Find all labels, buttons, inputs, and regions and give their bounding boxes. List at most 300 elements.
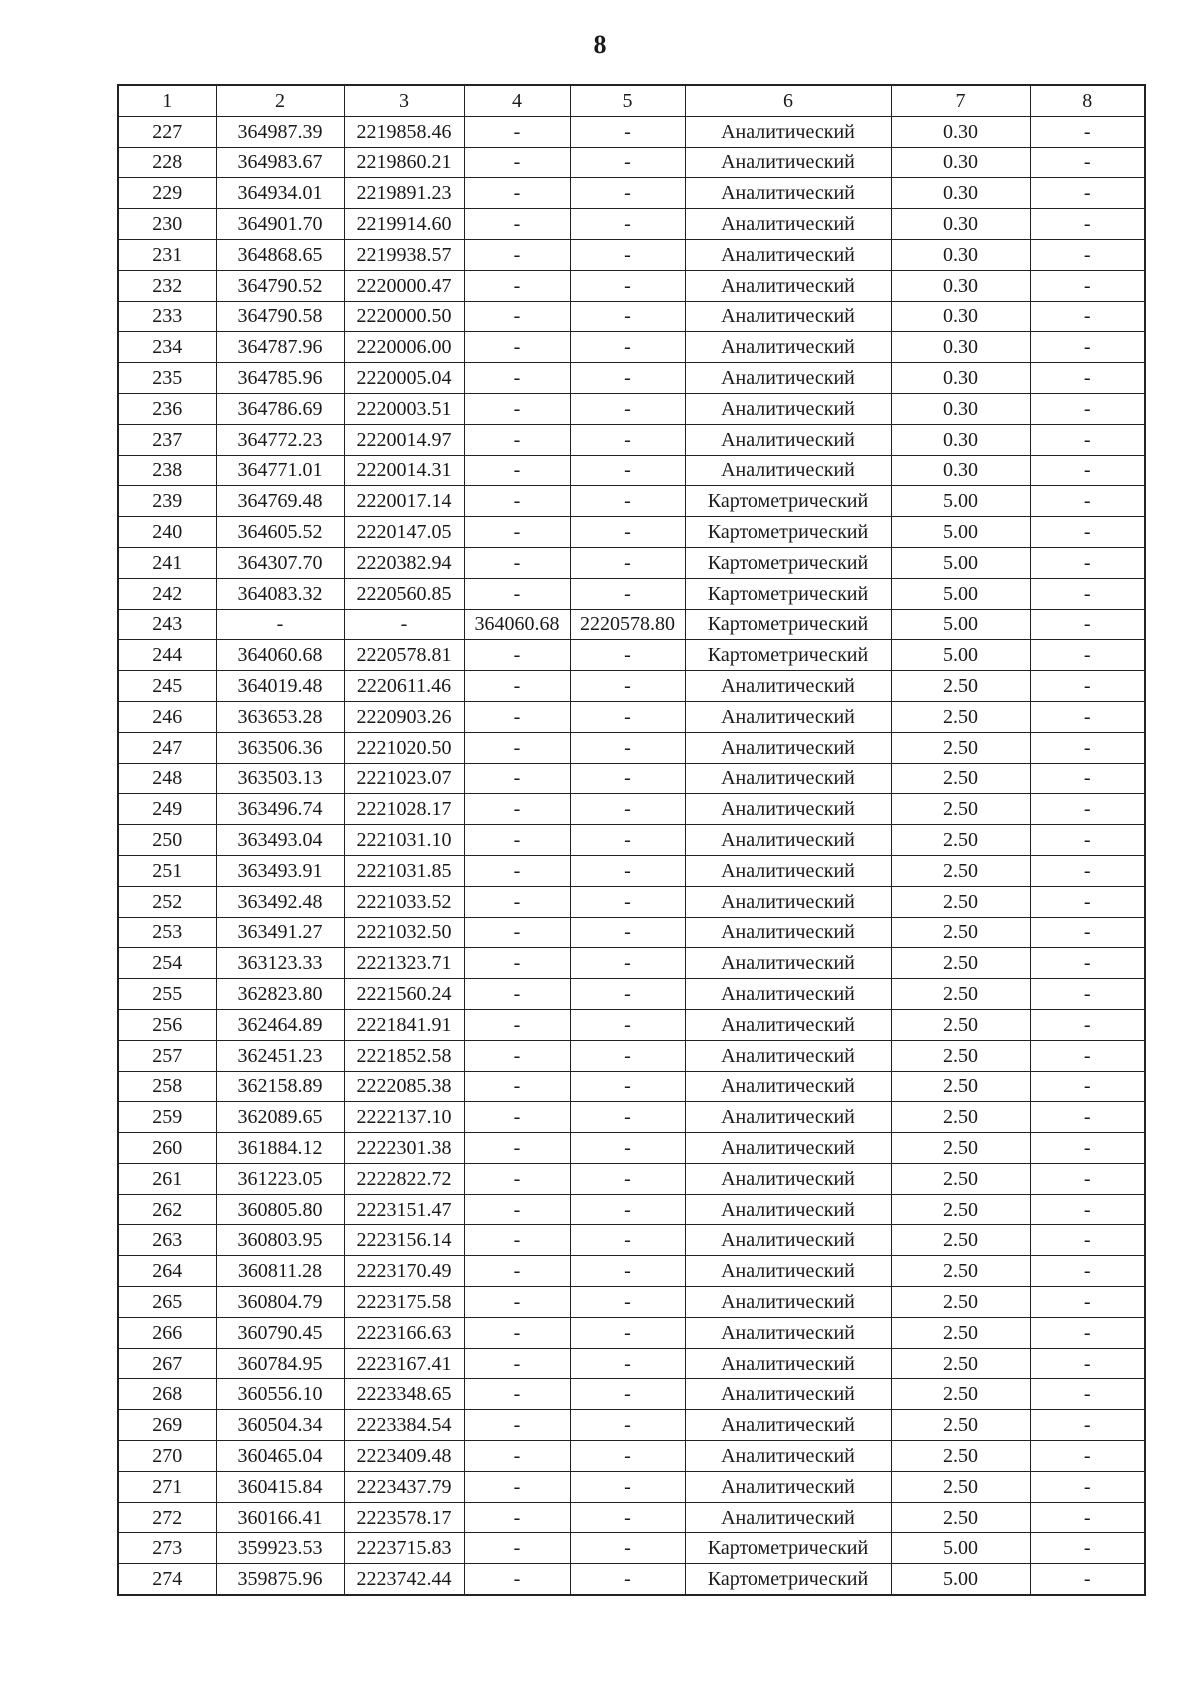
table-cell: 364983.67 (216, 147, 344, 178)
table-cell: Аналитический (685, 855, 891, 886)
table-cell: 364307.70 (216, 547, 344, 578)
table-cell: - (1030, 794, 1145, 825)
table-cell: 237 (118, 424, 216, 455)
table-cell: 248 (118, 763, 216, 794)
table-cell: Аналитический (685, 701, 891, 732)
table-cell: - (464, 1009, 570, 1040)
table-cell: 2.50 (891, 671, 1030, 702)
table-row (118, 1256, 1145, 1287)
table-cell: - (1030, 671, 1145, 702)
table-row (118, 1348, 1145, 1379)
table-header-row (118, 85, 1145, 116)
table-cell: Картометрический (685, 1533, 891, 1564)
table-cell: 2.50 (891, 701, 1030, 732)
table-cell: 364786.69 (216, 393, 344, 424)
table-cell: 2.50 (891, 825, 1030, 856)
table-cell: 2219938.57 (344, 239, 464, 270)
table-cell: 5.00 (891, 547, 1030, 578)
table-cell: - (464, 1410, 570, 1441)
table-cell: 2223167.41 (344, 1348, 464, 1379)
table-cell: 256 (118, 1009, 216, 1040)
table-cell: - (1030, 1379, 1145, 1410)
table-cell: 273 (118, 1533, 216, 1564)
table-cell: - (464, 1441, 570, 1472)
table-cell: 2220000.50 (344, 301, 464, 332)
table-cell: Картометрический (685, 578, 891, 609)
table-cell: - (570, 116, 685, 147)
table-cell: 2.50 (891, 1071, 1030, 1102)
table-cell: Аналитический (685, 209, 891, 240)
table-cell: - (570, 1533, 685, 1564)
table-cell: 2223437.79 (344, 1471, 464, 1502)
table-cell: 363493.04 (216, 825, 344, 856)
table-cell: 2223715.83 (344, 1533, 464, 1564)
table-cell: - (464, 855, 570, 886)
table-cell: Аналитический (685, 1071, 891, 1102)
table-cell: 2.50 (891, 1287, 1030, 1318)
table-cell: 236 (118, 393, 216, 424)
table-row (118, 917, 1145, 948)
table-cell: - (464, 1225, 570, 1256)
table-cell: - (570, 239, 685, 270)
table-cell: 241 (118, 547, 216, 578)
column-header: 8 (1030, 85, 1145, 116)
coordinates-table (117, 84, 1146, 1596)
table-cell: 5.00 (891, 1564, 1030, 1595)
table-cell: 364605.52 (216, 517, 344, 548)
table-cell: 2.50 (891, 1040, 1030, 1071)
table-cell: 2221020.50 (344, 732, 464, 763)
table-cell: 2219914.60 (344, 209, 464, 240)
table-cell: 364987.39 (216, 116, 344, 147)
table-cell: - (1030, 393, 1145, 424)
table-cell: - (464, 886, 570, 917)
table-cell: 251 (118, 855, 216, 886)
table-cell: Аналитический (685, 1194, 891, 1225)
table-cell: - (1030, 239, 1145, 270)
table-cell: 5.00 (891, 486, 1030, 517)
table-cell: 2223348.65 (344, 1379, 464, 1410)
table-cell: 271 (118, 1471, 216, 1502)
table-cell: 2221031.85 (344, 855, 464, 886)
table-cell: 361223.05 (216, 1163, 344, 1194)
table-cell: - (570, 640, 685, 671)
table-cell: 259 (118, 1102, 216, 1133)
table-cell: - (570, 1194, 685, 1225)
table-cell: - (570, 948, 685, 979)
table-row (118, 640, 1145, 671)
table-cell: - (1030, 301, 1145, 332)
table-row (118, 547, 1145, 578)
table-cell: 364771.01 (216, 455, 344, 486)
table-cell: 364769.48 (216, 486, 344, 517)
table-cell: - (1030, 640, 1145, 671)
page-number: 8 (593, 30, 607, 59)
table-cell: - (570, 1379, 685, 1410)
table-cell: - (464, 363, 570, 394)
table-row (118, 178, 1145, 209)
table-cell: 0.30 (891, 239, 1030, 270)
table-cell: - (464, 1502, 570, 1533)
table-cell: 0.30 (891, 424, 1030, 455)
table-row (118, 1441, 1145, 1472)
table-cell: - (570, 825, 685, 856)
table-cell: - (1030, 701, 1145, 732)
table-cell: - (1030, 363, 1145, 394)
table-row (118, 1040, 1145, 1071)
table-cell: - (570, 363, 685, 394)
table-cell: 261 (118, 1163, 216, 1194)
table-cell: Аналитический (685, 363, 891, 394)
table-row (118, 732, 1145, 763)
table-cell: 230 (118, 209, 216, 240)
table-cell: 2220147.05 (344, 517, 464, 548)
table-cell: 2.50 (891, 917, 1030, 948)
table-cell: - (464, 1194, 570, 1225)
table-cell: 2220578.81 (344, 640, 464, 671)
table-cell: Аналитический (685, 116, 891, 147)
table-cell: 240 (118, 517, 216, 548)
table-cell: - (464, 578, 570, 609)
table-row (118, 1071, 1145, 1102)
table-cell: - (1030, 209, 1145, 240)
table-cell: - (570, 424, 685, 455)
table-row (118, 393, 1145, 424)
table-cell: Аналитический (685, 301, 891, 332)
table-cell: 2221032.50 (344, 917, 464, 948)
table-cell: 2223156.14 (344, 1225, 464, 1256)
table-cell: 363506.36 (216, 732, 344, 763)
table-cell: 364772.23 (216, 424, 344, 455)
table-cell: - (570, 886, 685, 917)
table-cell: 228 (118, 147, 216, 178)
table-cell: - (464, 393, 570, 424)
table-cell: - (464, 547, 570, 578)
table-row (118, 886, 1145, 917)
table-cell: - (570, 1071, 685, 1102)
table-cell: 360803.95 (216, 1225, 344, 1256)
table-cell: Аналитический (685, 1163, 891, 1194)
table-cell: - (570, 763, 685, 794)
table-row (118, 239, 1145, 270)
table-cell: 363492.48 (216, 886, 344, 917)
table-body (118, 116, 1145, 1595)
table-cell: 233 (118, 301, 216, 332)
table-row (118, 1564, 1145, 1595)
table-cell: 2220560.85 (344, 578, 464, 609)
table-cell: 2.50 (891, 1009, 1030, 1040)
table-cell: 2220000.47 (344, 270, 464, 301)
table-cell: - (1030, 1287, 1145, 1318)
table-cell: - (464, 455, 570, 486)
table-cell: Аналитический (685, 1225, 891, 1256)
table-cell: 234 (118, 332, 216, 363)
table-cell: - (570, 578, 685, 609)
table-cell: - (570, 1163, 685, 1194)
table-cell: 363503.13 (216, 763, 344, 794)
table-row (118, 424, 1145, 455)
table-cell: - (570, 178, 685, 209)
table-row (118, 609, 1145, 640)
table-cell: - (464, 1348, 570, 1379)
table-cell: - (1030, 1194, 1145, 1225)
table-cell: 5.00 (891, 1533, 1030, 1564)
table-cell: - (570, 1040, 685, 1071)
table-cell: 360784.95 (216, 1348, 344, 1379)
table-cell: - (464, 1040, 570, 1071)
table-row (118, 1133, 1145, 1164)
table-cell: Аналитический (685, 1256, 891, 1287)
table-cell: 2222301.38 (344, 1133, 464, 1164)
table-cell: 2.50 (891, 1194, 1030, 1225)
table-cell: - (570, 1471, 685, 1502)
table-cell: - (570, 917, 685, 948)
table-cell: - (1030, 1133, 1145, 1164)
table-cell: Аналитический (685, 886, 891, 917)
table-cell: Аналитический (685, 270, 891, 301)
table-cell: - (570, 1410, 685, 1441)
table-cell: Аналитический (685, 332, 891, 363)
table-cell: 0.30 (891, 393, 1030, 424)
table-cell: - (570, 1256, 685, 1287)
table-row (118, 671, 1145, 702)
table-cell: 2222085.38 (344, 1071, 464, 1102)
table-cell: Аналитический (685, 917, 891, 948)
table-cell: 359875.96 (216, 1564, 344, 1595)
table-cell: Аналитический (685, 1133, 891, 1164)
table-cell: - (464, 794, 570, 825)
table-cell: Аналитический (685, 732, 891, 763)
table-cell: 2223151.47 (344, 1194, 464, 1225)
table-cell: 2220903.26 (344, 701, 464, 732)
table-row (118, 455, 1145, 486)
table-cell: - (1030, 517, 1145, 548)
table-row (118, 147, 1145, 178)
table-cell: 0.30 (891, 116, 1030, 147)
table-cell: - (570, 1502, 685, 1533)
table-cell: - (1030, 1256, 1145, 1287)
table-cell: 250 (118, 825, 216, 856)
table-cell: 2220611.46 (344, 671, 464, 702)
table-cell: - (1030, 1225, 1145, 1256)
table-cell: Картометрический (685, 640, 891, 671)
table-cell: 359923.53 (216, 1533, 344, 1564)
table-cell: - (464, 1379, 570, 1410)
table-cell: Аналитический (685, 455, 891, 486)
table-cell: 262 (118, 1194, 216, 1225)
table-cell: - (1030, 116, 1145, 147)
table-cell: 2220005.04 (344, 363, 464, 394)
table-cell: - (464, 1163, 570, 1194)
table-cell: Аналитический (685, 1102, 891, 1133)
table-cell: Аналитический (685, 147, 891, 178)
table-cell: 2222137.10 (344, 1102, 464, 1133)
table-cell: - (1030, 486, 1145, 517)
table-row (118, 517, 1145, 548)
table-cell: 243 (118, 609, 216, 640)
table-cell: 364019.48 (216, 671, 344, 702)
table-cell: 360504.34 (216, 1410, 344, 1441)
table-cell: - (216, 609, 344, 640)
table-row (118, 578, 1145, 609)
table-cell: - (570, 486, 685, 517)
table-cell: - (570, 1287, 685, 1318)
table-cell: 2223166.63 (344, 1317, 464, 1348)
table-cell: 364060.68 (216, 640, 344, 671)
table-row (118, 1317, 1145, 1348)
table-cell: 232 (118, 270, 216, 301)
table-cell: 2.50 (891, 794, 1030, 825)
table-cell: 2.50 (891, 1471, 1030, 1502)
table-cell: 252 (118, 886, 216, 917)
table-cell: - (1030, 147, 1145, 178)
column-header: 1 (118, 85, 216, 116)
table-cell: 265 (118, 1287, 216, 1318)
table-cell: 364790.58 (216, 301, 344, 332)
table-cell: 2.50 (891, 855, 1030, 886)
table-cell: 2.50 (891, 763, 1030, 794)
table-cell: 242 (118, 578, 216, 609)
table-cell: 362464.89 (216, 1009, 344, 1040)
table-cell: - (1030, 1009, 1145, 1040)
table-cell: - (464, 332, 570, 363)
table-cell: - (464, 239, 570, 270)
table-cell: 0.30 (891, 455, 1030, 486)
table-cell: - (1030, 609, 1145, 640)
table-cell: - (1030, 547, 1145, 578)
table-cell: 269 (118, 1410, 216, 1441)
column-header: 5 (570, 85, 685, 116)
table-cell: 227 (118, 116, 216, 147)
table-cell: 274 (118, 1564, 216, 1595)
table-cell: 360790.45 (216, 1317, 344, 1348)
table-cell: - (464, 1287, 570, 1318)
table-cell: Картометрический (685, 486, 891, 517)
table-cell: - (570, 455, 685, 486)
table-row (118, 1194, 1145, 1225)
table-cell: - (464, 517, 570, 548)
table-row (118, 486, 1145, 517)
table-cell: 231 (118, 239, 216, 270)
table-cell: Аналитический (685, 1410, 891, 1441)
table-cell: - (1030, 917, 1145, 948)
table-cell: - (464, 270, 570, 301)
table-cell: - (464, 979, 570, 1010)
table-cell: 2221852.58 (344, 1040, 464, 1071)
table-cell: - (464, 209, 570, 240)
table-cell: 0.30 (891, 363, 1030, 394)
table-cell: - (1030, 455, 1145, 486)
table-cell: - (1030, 1502, 1145, 1533)
table-cell: - (570, 547, 685, 578)
table-cell: 2.50 (891, 1502, 1030, 1533)
table-cell: - (570, 1225, 685, 1256)
table-cell: 267 (118, 1348, 216, 1379)
table-cell: - (1030, 763, 1145, 794)
table-cell: 363123.33 (216, 948, 344, 979)
table-cell: 364060.68 (464, 609, 570, 640)
table-cell: - (1030, 979, 1145, 1010)
table-cell: Картометрический (685, 547, 891, 578)
table-cell: - (464, 1256, 570, 1287)
table-cell: 238 (118, 455, 216, 486)
table-cell: - (464, 640, 570, 671)
table-cell: 244 (118, 640, 216, 671)
table-cell: 362823.80 (216, 979, 344, 1010)
table-cell: 2.50 (891, 1379, 1030, 1410)
table-cell: 2.50 (891, 948, 1030, 979)
table-cell: - (464, 424, 570, 455)
table-cell: 5.00 (891, 640, 1030, 671)
table-cell: - (1030, 1163, 1145, 1194)
table-cell: 235 (118, 363, 216, 394)
table-cell: 364785.96 (216, 363, 344, 394)
table-cell: - (570, 1133, 685, 1164)
table-cell: 2223409.48 (344, 1441, 464, 1472)
table-cell: 2220014.31 (344, 455, 464, 486)
table-cell: 5.00 (891, 578, 1030, 609)
table-row (118, 363, 1145, 394)
table-cell: 363491.27 (216, 917, 344, 948)
table-cell: - (464, 917, 570, 948)
table-row (118, 825, 1145, 856)
table-cell: 364790.52 (216, 270, 344, 301)
table-cell: 0.30 (891, 147, 1030, 178)
table-cell: 0.30 (891, 178, 1030, 209)
table-row (118, 763, 1145, 794)
table-cell: 360465.04 (216, 1441, 344, 1472)
table-cell: 2219891.23 (344, 178, 464, 209)
table-cell: - (1030, 886, 1145, 917)
table-cell: 2220014.97 (344, 424, 464, 455)
table-cell: - (464, 486, 570, 517)
table-cell: 2.50 (891, 1441, 1030, 1472)
table-row (118, 1225, 1145, 1256)
table-cell: Аналитический (685, 424, 891, 455)
table-cell: - (570, 1102, 685, 1133)
table-cell: - (570, 209, 685, 240)
column-header: 2 (216, 85, 344, 116)
table-cell: - (464, 1564, 570, 1595)
table-cell: 2220578.80 (570, 609, 685, 640)
table-cell: 2221560.24 (344, 979, 464, 1010)
table-cell: - (464, 116, 570, 147)
table-cell: 2223170.49 (344, 1256, 464, 1287)
table-row (118, 1471, 1145, 1502)
table-cell: 258 (118, 1071, 216, 1102)
table-cell: 2.50 (891, 1348, 1030, 1379)
table-cell: - (464, 671, 570, 702)
table-cell: - (1030, 332, 1145, 363)
table-cell: 2.50 (891, 1225, 1030, 1256)
table-cell: 2222822.72 (344, 1163, 464, 1194)
table-cell: - (570, 1441, 685, 1472)
table-cell: 2219858.46 (344, 116, 464, 147)
table-row (118, 794, 1145, 825)
table-cell: 2.50 (891, 1163, 1030, 1194)
table-cell: - (1030, 1348, 1145, 1379)
table-cell: 245 (118, 671, 216, 702)
table-cell: 2220017.14 (344, 486, 464, 517)
table-cell: 2219860.21 (344, 147, 464, 178)
table-cell: 360166.41 (216, 1502, 344, 1533)
table-row (118, 301, 1145, 332)
table-cell: 2.50 (891, 886, 1030, 917)
table-cell: - (1030, 1040, 1145, 1071)
table-cell: 260 (118, 1133, 216, 1164)
table-cell: - (570, 1348, 685, 1379)
table-cell: 362089.65 (216, 1102, 344, 1133)
